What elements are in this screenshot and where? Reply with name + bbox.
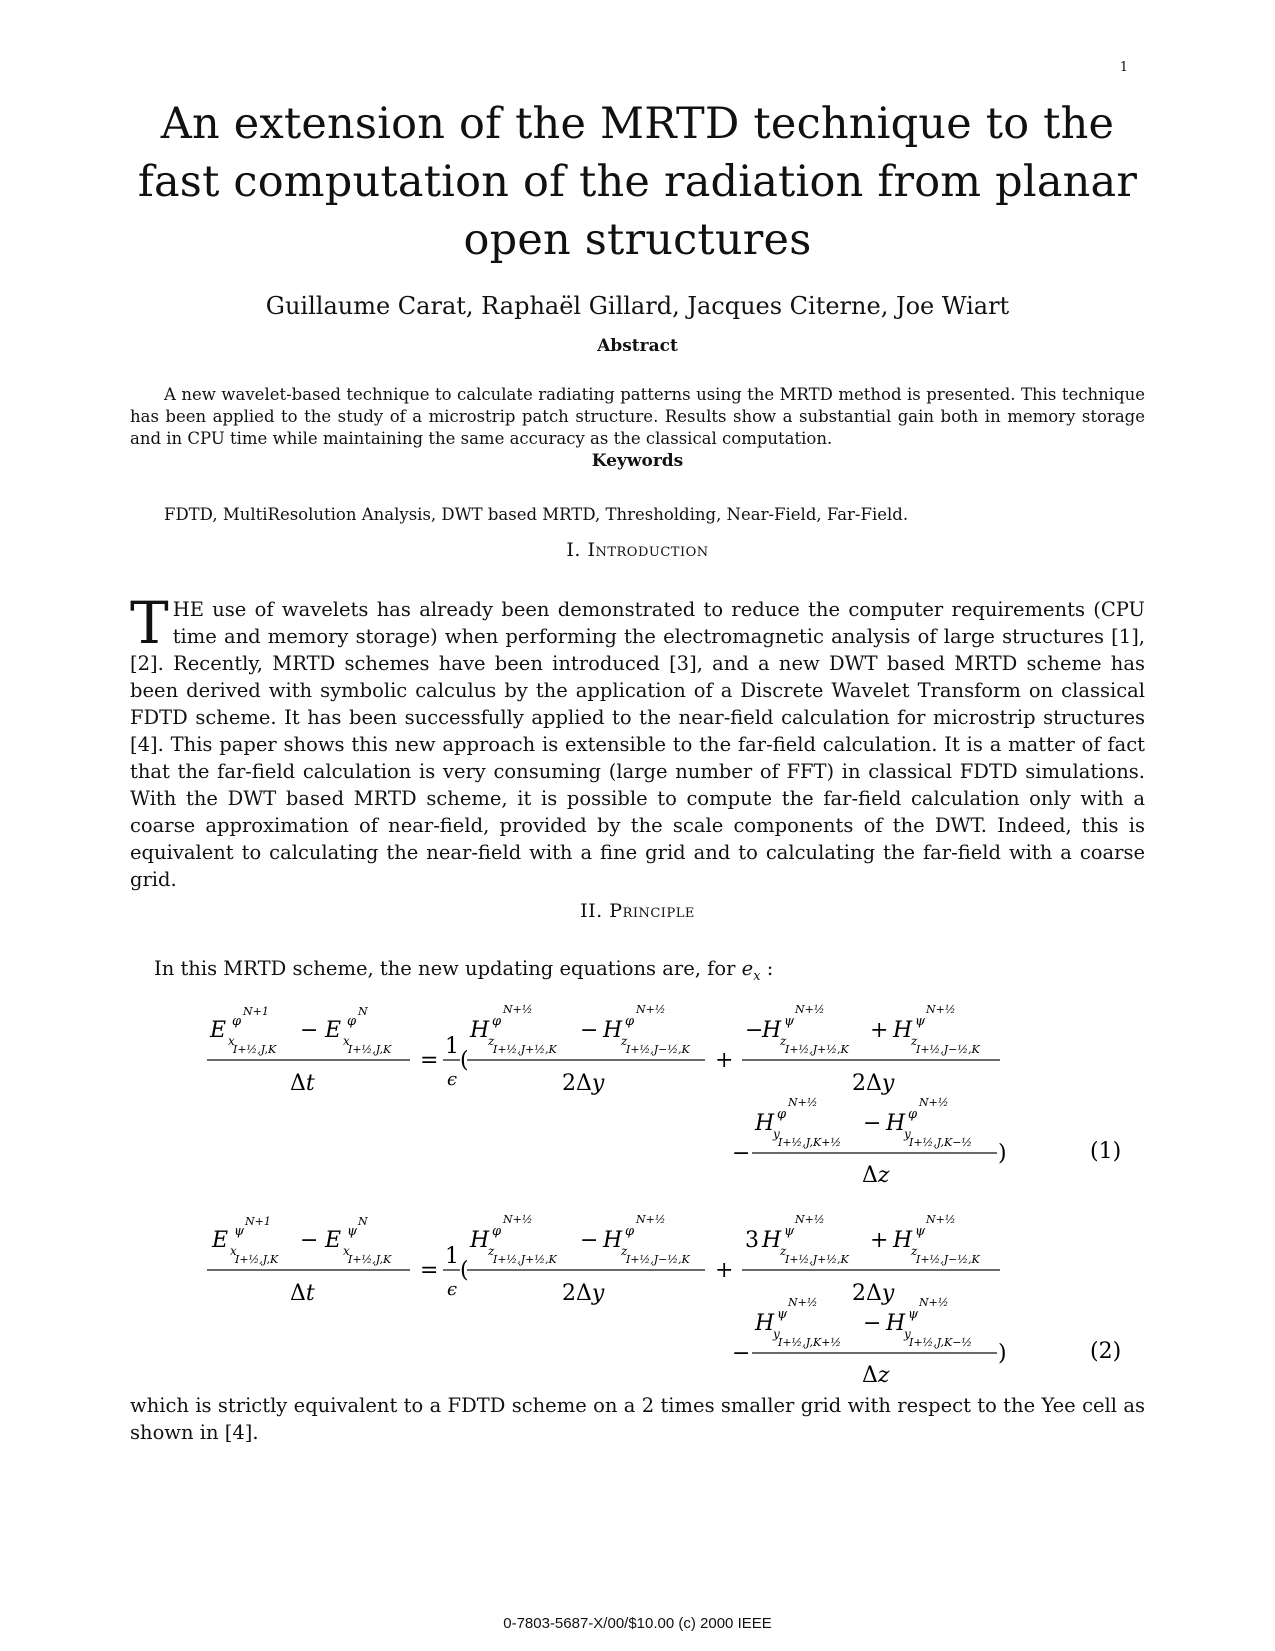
introduction-text: HE use of wavelets has already been demonstrated to reduce the computer requirements (CPU time and memory storage) when performing the electromagnetic analysis of large structures [1], [2]. Recently, MRTD schemes have been introduced [3], and a new DWT based MRTD scheme has been derived with symbolic calculus by the application of a Discrete Wavelet Transform on classical FDTD scheme. It has been successfully applied to the near-field calculation for microstrip structures [4]. This paper shows this new approach is extensible to the far-field calculation. It is a matter of fact that the far-field calculation is very consuming (large number of FFT) in classical FDTD simulations. With the DWT based MRTD scheme, it is possible to compute the far-field calculation only with a coarse approximation of near-field, provided by the scale components of the DWT. Indeed, this is equivalent to calculating the near-field with a fine grid and to calculating the far-field with a coarse grid. [130, 598, 1145, 891]
svg-text:ψ: ψ [915, 1224, 926, 1239]
svg-text:N+½: N+½ [788, 1096, 818, 1109]
svg-text:=: = [420, 1048, 439, 1073]
copyright-footer: 0-7803-5687-X/00/$10.00 (c) 2000 IEEE [503, 1615, 772, 1632]
svg-text:E: E [325, 1018, 342, 1043]
svg-text:N+1: N+1 [243, 1005, 269, 1018]
svg-text:(: ( [460, 1048, 469, 1073]
svg-text:z: z [488, 1034, 495, 1048]
svg-text:2Δy: 2Δy [852, 1071, 895, 1096]
svg-text:ψ: ψ [234, 1224, 245, 1239]
var-sub: x [753, 968, 761, 984]
svg-text:z: z [488, 1244, 495, 1258]
paper-title: An extension of the MRTD technique to the fast computation of the radiation from planar open structures [137, 99, 1138, 265]
principle-intro: In this MRTD scheme, the new updating equations are, for $e_x$ : [154, 957, 774, 984]
svg-text:N+½: N+½ [919, 1096, 949, 1109]
introduction-paragraph [130, 589, 1145, 893]
section-heading-introduction [130, 539, 1145, 561]
basis-symbol: φ [232, 1014, 242, 1029]
svg-text:z: z [911, 1034, 918, 1048]
svg-text:x: x [228, 1034, 235, 1048]
svg-text:I+½,J,K: I+½,J,K [233, 1043, 277, 1056]
svg-text:Δz: Δz [862, 1163, 890, 1188]
svg-text:Δt: Δt [290, 1281, 315, 1306]
abstract-heading: Abstract [597, 336, 678, 356]
svg-text:φ: φ [492, 1224, 502, 1239]
svg-text:2Δy: 2Δy [852, 1281, 895, 1306]
svg-text:ψ: ψ [777, 1307, 788, 1322]
svg-text:E: E [212, 1228, 229, 1253]
svg-text:−: − [732, 1341, 751, 1366]
svg-text:I+½,J−½,K: I+½,J−½,K [916, 1043, 980, 1056]
svg-text:N: N [358, 1215, 368, 1228]
svg-text:E: E [325, 1228, 342, 1253]
svg-text:N+½: N+½ [926, 1003, 956, 1016]
svg-text:1: 1 [445, 1244, 459, 1269]
page-number: 1 [1119, 60, 1128, 75]
svg-text:+: + [715, 1258, 734, 1283]
equation-number: (2) [1090, 1339, 1122, 1364]
svg-text:+: + [870, 1018, 889, 1043]
svg-text:−: − [580, 1018, 599, 1043]
svg-text:I+½,J+½,K: I+½,J+½,K [785, 1253, 849, 1266]
svg-text:ϵ: ϵ [447, 1069, 458, 1090]
svg-text:φ: φ [625, 1014, 635, 1029]
svg-text:N+½: N+½ [926, 1213, 956, 1226]
section-title: Principle [609, 900, 695, 922]
svg-text:y: y [773, 1127, 780, 1141]
svg-text:H: H [886, 1311, 906, 1336]
svg-text:z: z [780, 1034, 787, 1048]
svg-text:I+½,J,K+½: I+½,J,K+½ [778, 1336, 842, 1349]
svg-text:φ: φ [492, 1014, 502, 1029]
svg-text:N+½: N+½ [795, 1213, 825, 1226]
svg-text:z: z [621, 1034, 628, 1048]
svg-text:2Δy: 2Δy [562, 1071, 605, 1096]
svg-text:−: − [863, 1311, 882, 1336]
closing-paragraph: which is strictly equivalent to a FDTD scheme on a 2 times smaller grid with respect to the Yee cell as shown in [4]. [130, 1394, 1145, 1444]
svg-text:N+½: N+½ [795, 1003, 825, 1016]
svg-text:N+½: N+½ [503, 1003, 533, 1016]
section-heading-principle [130, 900, 1145, 922]
svg-text:H: H [470, 1228, 490, 1253]
keywords-text: FDTD, MultiResolution Analysis, DWT based MRTD, Thresholding, Near-Field, Far-Field. [164, 505, 909, 524]
svg-text:I+½,J,K: I+½,J,K [235, 1253, 279, 1266]
svg-text:−: − [300, 1228, 319, 1253]
svg-text:I+½,J−½,K: I+½,J−½,K [916, 1253, 980, 1266]
svg-text:(: ( [460, 1258, 469, 1283]
equation-1 [0, 985, 1275, 1195]
svg-text:H: H [762, 1018, 782, 1043]
svg-text:N+½: N+½ [788, 1296, 818, 1309]
svg-text:H: H [603, 1018, 623, 1043]
svg-text:ψ: ψ [915, 1014, 926, 1029]
svg-text:−: − [300, 1018, 319, 1043]
svg-text:H: H [470, 1018, 490, 1043]
svg-text:φ: φ [908, 1107, 918, 1122]
svg-text:N+½: N+½ [503, 1213, 533, 1226]
svg-text:N+1: N+1 [245, 1215, 271, 1228]
svg-text:H: H [755, 1111, 775, 1136]
svg-text:z: z [780, 1244, 787, 1258]
svg-text:2Δy: 2Δy [562, 1281, 605, 1306]
svg-text:I+½,J+½,K: I+½,J+½,K [493, 1043, 557, 1056]
svg-text:ψ: ψ [784, 1224, 795, 1239]
svg-text:−: − [732, 1141, 751, 1166]
svg-text:): ) [998, 1141, 1007, 1166]
svg-text:): ) [998, 1341, 1007, 1366]
svg-text:+: + [870, 1228, 889, 1253]
section-number: I. [566, 539, 581, 561]
svg-text:ψ: ψ [908, 1307, 919, 1322]
svg-text:Δz: Δz [862, 1363, 890, 1385]
coef: 3 [745, 1228, 759, 1253]
svg-text:z: z [621, 1244, 628, 1258]
svg-text:Δt: Δt [290, 1071, 315, 1096]
svg-text:I+½,J,K−½: I+½,J,K−½ [909, 1136, 973, 1149]
svg-text:z: z [911, 1244, 918, 1258]
equation-2 [0, 1195, 1275, 1385]
svg-text:I+½,J−½,K: I+½,J−½,K [626, 1253, 690, 1266]
svg-text:I+½,J,K: I+½,J,K [348, 1253, 392, 1266]
svg-text:H: H [755, 1311, 775, 1336]
drop-cap: T [130, 589, 169, 657]
equation-number: (1) [1090, 1139, 1122, 1164]
svg-text:x: x [343, 1034, 350, 1048]
svg-text:x: x [230, 1244, 237, 1258]
svg-text:I+½,J,K+½: I+½,J,K+½ [778, 1136, 842, 1149]
svg-text:N+½: N+½ [636, 1003, 666, 1016]
svg-text:H: H [886, 1111, 906, 1136]
svg-text:N+½: N+½ [919, 1296, 949, 1309]
svg-text:+: + [715, 1048, 734, 1073]
svg-text:N: N [358, 1005, 368, 1018]
svg-text:I+½,J−½,K: I+½,J−½,K [626, 1043, 690, 1056]
svg-text:1: 1 [445, 1034, 459, 1059]
authors: Guillaume Carat, Raphaël Gillard, Jacques Citerne, Joe Wiart [265, 292, 1010, 320]
svg-text:y: y [773, 1327, 780, 1341]
svg-text:φ: φ [777, 1107, 787, 1122]
svg-text:I+½,J,K: I+½,J,K [348, 1043, 392, 1056]
svg-text:N+½: N+½ [636, 1213, 666, 1226]
svg-text:x: x [343, 1244, 350, 1258]
svg-text:H: H [603, 1228, 623, 1253]
var-e: e [741, 957, 754, 980]
svg-text:H: H [893, 1018, 913, 1043]
svg-text:I+½,J,K−½: I+½,J,K−½ [909, 1336, 973, 1349]
svg-text:H: H [893, 1228, 913, 1253]
svg-text:φ: φ [625, 1224, 635, 1239]
svg-text:H: H [762, 1228, 782, 1253]
section-number: II. [580, 900, 603, 922]
svg-text:I+½,J+½,K: I+½,J+½,K [785, 1043, 849, 1056]
svg-text:ψ: ψ [784, 1014, 795, 1029]
abstract-text: A new wavelet-based technique to calculate radiating patterns using the MRTD method is presented. This technique has been applied to the study of a microstrip patch structure. Results show a substantial gain both in memory storage and in CPU time while maintaining the same accuracy as the classical computation. [130, 385, 1145, 448]
svg-text:−: − [580, 1228, 599, 1253]
svg-text:=: = [420, 1258, 439, 1283]
svg-text:y: y [904, 1327, 911, 1341]
svg-text:E: E [210, 1018, 227, 1043]
coef: − [745, 1018, 764, 1043]
svg-text:I+½,J+½,K: I+½,J+½,K [493, 1253, 557, 1266]
section-title: Introduction [587, 539, 709, 561]
svg-text:φ: φ [347, 1014, 357, 1029]
keywords-heading: Keywords [591, 451, 684, 471]
svg-text:ψ: ψ [347, 1224, 358, 1239]
svg-text:y: y [904, 1127, 911, 1141]
svg-text:−: − [863, 1111, 882, 1136]
svg-text:ϵ: ϵ [447, 1279, 458, 1300]
